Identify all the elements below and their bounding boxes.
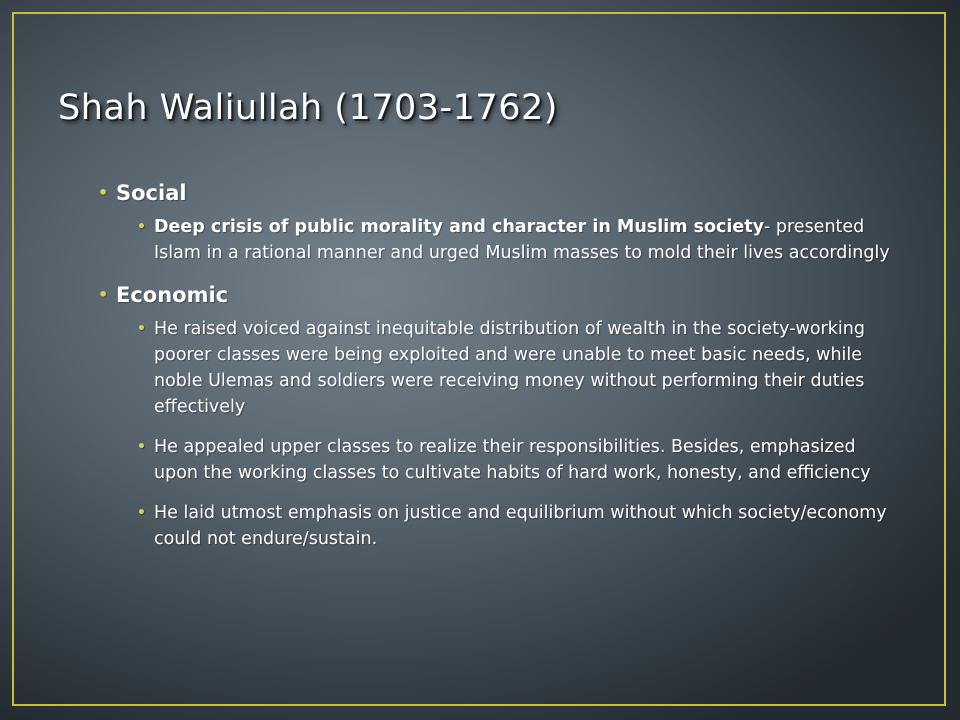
list-item [137,214,898,266]
list-item-text: He laid utmost emphasis on justice and equilibrium without which society/economy could not endure/sustain. [154,503,887,549]
bullet-icon: • [137,439,146,455]
list-item-text: - presented Islam in a rational manner and urged Muslim masses to mold their lives accordingly [154,217,890,263]
bullet-icon: • [137,219,146,235]
slide-title: Shah Waliullah (1703-1762) [58,88,558,128]
list-item-text: He appealed upper classes to realize their responsibilities. Besides, emphasized upon the working classes to cultivate habits of hard work, honesty, and efficiency [154,437,871,483]
list-item [137,316,898,420]
section-heading-social [98,178,898,208]
list-item-bold-text: Deep crisis of public morality and character in Muslim society [154,217,764,237]
list-item [137,500,898,552]
section-heading-text: Economic [116,283,229,307]
bullet-icon: • [137,505,146,521]
slide-content [98,178,898,566]
bullet-icon: • [98,183,109,202]
section-heading-text: Social [116,181,187,205]
bullet-icon: • [137,321,146,337]
list-item-text: He raised voiced against inequitable distribution of wealth in the society-working poorer classes were being exploited and were unable to meet basic needs, while noble Ulemas and soldiers were receiving money without performing their duties effectively [154,319,865,417]
section-heading-economic [98,280,898,310]
list-item [137,434,898,486]
bullet-icon: • [98,285,109,304]
